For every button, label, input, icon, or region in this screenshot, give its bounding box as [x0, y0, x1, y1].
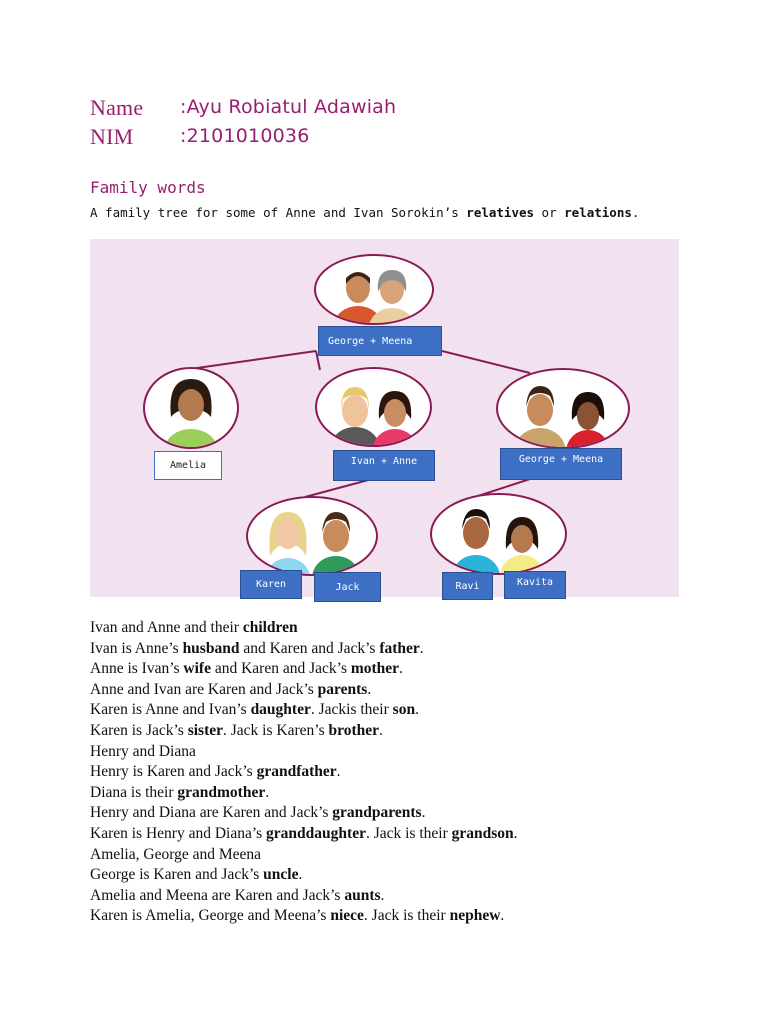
grandparents-illustration [316, 256, 432, 323]
george-meena-illustration [498, 370, 628, 447]
vocab-keyword: brother [328, 721, 379, 739]
karen-label: Karen [240, 570, 302, 599]
intro-text: A family tree for some of Anne and Ivan Sorokin’s [90, 205, 467, 220]
sentence-text: . [379, 721, 383, 739]
nim-value: :2101010036 [180, 125, 310, 147]
sentence-text: . Jack is Karen’s [223, 721, 329, 739]
ivan-anne-illustration [317, 369, 430, 445]
vocab-keyword: son [392, 701, 416, 719]
sentence-line [90, 886, 690, 907]
vocab-keyword: daughter [250, 701, 311, 719]
sentence-line [90, 659, 690, 680]
intro-end: . [631, 205, 640, 220]
sentence-line [90, 803, 690, 824]
sentence-text: . Jackis their [310, 701, 393, 719]
karen-jack-illustration [248, 498, 376, 574]
jack-label: Jack [314, 572, 381, 602]
sentence-text: Karen is Henry and Diana’s [90, 824, 267, 842]
sentence-text: Amelia and Meena are Karen and Jack’s [90, 886, 345, 904]
sentence-text: Karen is Anne and Ivan’s [90, 701, 251, 719]
vocab-keyword: mother [350, 660, 400, 678]
sentence-text: . [336, 763, 341, 781]
sentence-text: Amelia, George and Meena [90, 845, 262, 863]
vocab-keyword: grandmother [177, 783, 266, 801]
vocab-keyword: father [379, 639, 420, 657]
amelia-label: Amelia [154, 451, 222, 480]
sentence-text: and Karen and Jack’s [239, 639, 380, 657]
george-meena-portrait [496, 368, 630, 449]
ivan-anne-portrait [315, 367, 432, 447]
nim-label: NIM [90, 124, 134, 149]
sentence-line [90, 865, 690, 886]
vocab-keyword: husband [182, 639, 240, 657]
sentence-text: . [399, 660, 403, 678]
sentence-text: and Karen and Jack’s [210, 660, 351, 678]
name-label: Name [90, 95, 144, 120]
sentence-line [90, 783, 690, 804]
sentence-line [90, 700, 690, 721]
ravi-kavita-portrait [430, 493, 567, 575]
intro-text-or: or [534, 205, 565, 220]
sentence-text: Ivan is Anne’s [90, 639, 183, 657]
sentence-line [90, 906, 690, 927]
amelia-illustration [145, 369, 237, 447]
sentence-line [90, 618, 690, 639]
george-meena-label: George + Meena [500, 448, 622, 480]
intro-paragraph [90, 203, 680, 223]
ravi-kavita-illustration [432, 495, 565, 573]
sentence-text: Diana is their [90, 783, 178, 801]
amelia-portrait [143, 367, 239, 449]
intro-bold-relatives: relatives [466, 205, 535, 220]
sentence-text: . [380, 886, 385, 904]
intro-bold-relations: relations [564, 205, 632, 220]
sentence-text: . Jack is their [365, 824, 452, 842]
vocab-keyword: sister [187, 721, 224, 739]
sentence-text: . [500, 907, 505, 925]
sentence-text: Karen is Amelia, George and Meena’s [90, 907, 331, 925]
ravi-label: Ravi [442, 572, 493, 600]
sentence-line [90, 762, 690, 783]
sentence-line [90, 845, 690, 866]
sentence-line [90, 680, 690, 701]
kavita-label: Kavita [504, 571, 566, 599]
sentence-line [90, 639, 690, 660]
vocab-keyword: niece [330, 907, 364, 925]
vocab-keyword: children [242, 619, 298, 636]
sentence-text: . [419, 639, 424, 657]
sentence-text: Ivan and Anne and their [90, 619, 243, 636]
vocab-keyword: grandparents [332, 804, 422, 822]
family-tree-diagram [90, 239, 679, 597]
karen-jack-portrait [246, 496, 378, 576]
vocab-keyword: uncle [263, 866, 299, 884]
sentence-text: Henry and Diana [90, 742, 196, 760]
sentence-text: . [415, 701, 419, 719]
sentence-text: . [513, 824, 518, 842]
vocab-keyword: nephew [449, 907, 501, 925]
grandparents-label: George + Meena [318, 326, 442, 356]
vocab-keyword: grandfather [256, 763, 337, 781]
sentence-text: . [265, 783, 270, 801]
vocabulary-lines [90, 618, 690, 927]
vocab-keyword: wife [183, 660, 211, 678]
sentence-text: Henry is Karen and Jack’s [90, 763, 257, 781]
vocab-keyword: granddaughter [266, 824, 366, 842]
sentence-text: George is Karen and Jack’s [90, 866, 264, 884]
sentence-text: Anne is Ivan’s [90, 660, 184, 678]
sentence-text: . [298, 866, 303, 884]
vocab-keyword: aunts [344, 886, 381, 904]
ivan-anne-label: Ivan + Anne [333, 450, 435, 481]
sentence-text: Henry and Diana are Karen and Jack’s [90, 804, 333, 822]
sentence-text: . Jack is their [363, 907, 450, 925]
name-value: :Ayu Robiatul Adawiah [180, 96, 397, 118]
vocab-keyword: parents [317, 680, 368, 698]
sentence-text: Anne and Ivan are Karen and Jack’s [90, 680, 318, 698]
sentence-line [90, 824, 690, 845]
sentence-line [90, 721, 690, 742]
grandparents-portrait [314, 254, 434, 325]
sentence-text: . [421, 804, 426, 822]
sentence-text: Karen is Jack’s [90, 721, 188, 739]
sentence-line [90, 742, 690, 763]
vocab-keyword: grandson [451, 824, 514, 842]
section-title: Family words [90, 178, 206, 197]
sentence-text: . [367, 680, 372, 698]
